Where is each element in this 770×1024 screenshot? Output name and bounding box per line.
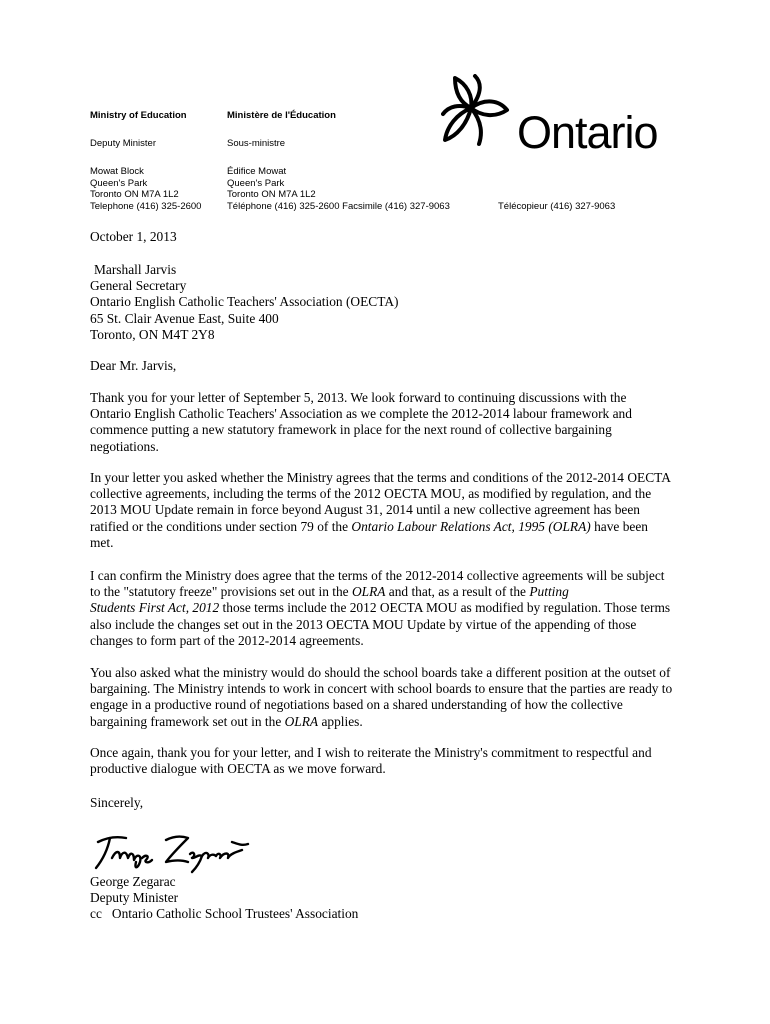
paragraph-5 bbox=[90, 745, 702, 777]
text-line: In your letter you asked whether the Ministry agrees that the terms and conditions of the 2012-2014 OECTA bbox=[90, 470, 671, 485]
text-run: have been bbox=[590, 518, 648, 534]
text-line bbox=[90, 714, 702, 730]
paragraph-4 bbox=[90, 665, 702, 730]
act-citation: OLRA bbox=[284, 713, 319, 729]
text-line: collective agreements, including the terms of the 2012 OECTA MOU, as modified by regulation, and the bbox=[90, 486, 652, 502]
text-line: changes to form part of the 2012-2014 agreements. bbox=[90, 632, 364, 648]
ministry-name-fr: Ministère de l'Éducation bbox=[227, 110, 336, 121]
text-run: to the "statutory freeze" provisions set out in the bbox=[90, 584, 352, 600]
text-line: I can confirm the Ministry does agree that the terms of the 2012-2014 collective agreements will be subject bbox=[90, 568, 665, 583]
address-line: Queen's Park bbox=[227, 177, 285, 189]
signer-name: George Zegarac bbox=[90, 874, 176, 889]
text-run: those terms include the 2012 OECTA MOU as modified by regulation. Those terms bbox=[219, 600, 671, 616]
act-citation: Putting bbox=[529, 584, 569, 600]
address-fr bbox=[227, 166, 450, 212]
act-citation: Ontario Labour Relations Act, 1995 (OLRA) bbox=[351, 518, 591, 534]
text-line: commence putting a new statutory framework in place for the next round of collective bargaining bbox=[90, 422, 612, 438]
text-line bbox=[90, 519, 702, 535]
recipient-block bbox=[90, 262, 398, 343]
text-line: bargaining. The Ministry intends to work in concert with school boards to ensure that the parties are ready to bbox=[90, 681, 673, 697]
text-line: productive dialogue with OECTA as we move forward. bbox=[90, 761, 386, 777]
ministry-name-en: Ministry of Education bbox=[90, 110, 187, 121]
recipient-org: Ontario English Catholic Teachers' Association (OECTA) bbox=[90, 294, 399, 310]
text-line: You also asked what the ministry would do should the school boards take a different position at the outset of bbox=[90, 665, 671, 680]
address-en bbox=[90, 166, 201, 212]
text-line: Ontario English Catholic Teachers' Association as we complete the 2012-2014 labour framework and bbox=[90, 406, 632, 422]
recipient-street: 65 St. Clair Avenue East, Suite 400 bbox=[90, 310, 279, 326]
text-line: also include the changes set out in the 2013 OECTA MOU Update by virtue of the appending of those bbox=[90, 616, 637, 632]
text-line: met. bbox=[90, 534, 114, 550]
phone-line: Téléphone (416) 325-2600 Facsimile (416) 327-9063 bbox=[227, 200, 450, 212]
text-line: 2013 MOU Update remain in force beyond August 31, 2014 until a new collective agreement has been bbox=[90, 502, 640, 518]
closing: Sincerely, bbox=[90, 795, 144, 810]
act-citation: OLRA bbox=[351, 584, 386, 600]
signature bbox=[92, 828, 252, 874]
cc-line: cc Ontario Catholic School Trustees' Association bbox=[90, 906, 359, 922]
text-line: negotiations. bbox=[90, 438, 159, 454]
phone-line: Telephone (416) 325-2600 bbox=[90, 200, 202, 212]
signer-block bbox=[90, 874, 358, 923]
salutation: Dear Mr. Jarvis, bbox=[90, 358, 177, 373]
signer-title: Deputy Minister bbox=[90, 890, 179, 906]
paragraph-1 bbox=[90, 390, 702, 455]
paragraph-3 bbox=[90, 568, 702, 649]
text-line: engage in a productive round of negotiations based on a shared understanding of how the collective bbox=[90, 697, 623, 713]
address-line: Toronto ON M7A 1L2 bbox=[90, 189, 179, 200]
text-line bbox=[90, 584, 702, 600]
text-run: and that, as a result of the bbox=[385, 584, 530, 600]
text-run: ratified or the conditions under section 79 of the bbox=[90, 518, 352, 534]
ontario-logo-text: Ontario bbox=[517, 107, 658, 158]
fax-fr: Télécopieur (416) 327-9063 bbox=[498, 200, 616, 212]
recipient-name: Marshall Jarvis bbox=[94, 262, 177, 277]
letter-date: October 1, 2013 bbox=[90, 229, 177, 244]
office-title-en: Deputy Minister bbox=[90, 138, 156, 149]
address-line: Queen's Park bbox=[90, 177, 148, 189]
text-line bbox=[90, 600, 702, 616]
address-line: Mowat Block bbox=[90, 166, 144, 177]
address-line: Édifice Mowat bbox=[227, 166, 287, 177]
recipient-city: Toronto, ON M4T 2Y8 bbox=[90, 326, 215, 342]
text-run: applies. bbox=[318, 713, 363, 729]
paragraph-2 bbox=[90, 470, 702, 551]
act-citation: Students First Act, 2012 bbox=[90, 600, 220, 616]
office-title-fr: Sous-ministre bbox=[227, 138, 286, 149]
address-line: Toronto ON M7A 1L2 bbox=[227, 189, 316, 200]
text-line: Thank you for your letter of September 5, 2013. We look forward to continuing discussions with the bbox=[90, 390, 627, 405]
recipient-title: General Secretary bbox=[90, 278, 187, 294]
text-line: Once again, thank you for your letter, and I wish to reiterate the Ministry's commitment to respectful and bbox=[90, 745, 652, 760]
text-run: bargaining framework set out in the bbox=[90, 713, 285, 729]
